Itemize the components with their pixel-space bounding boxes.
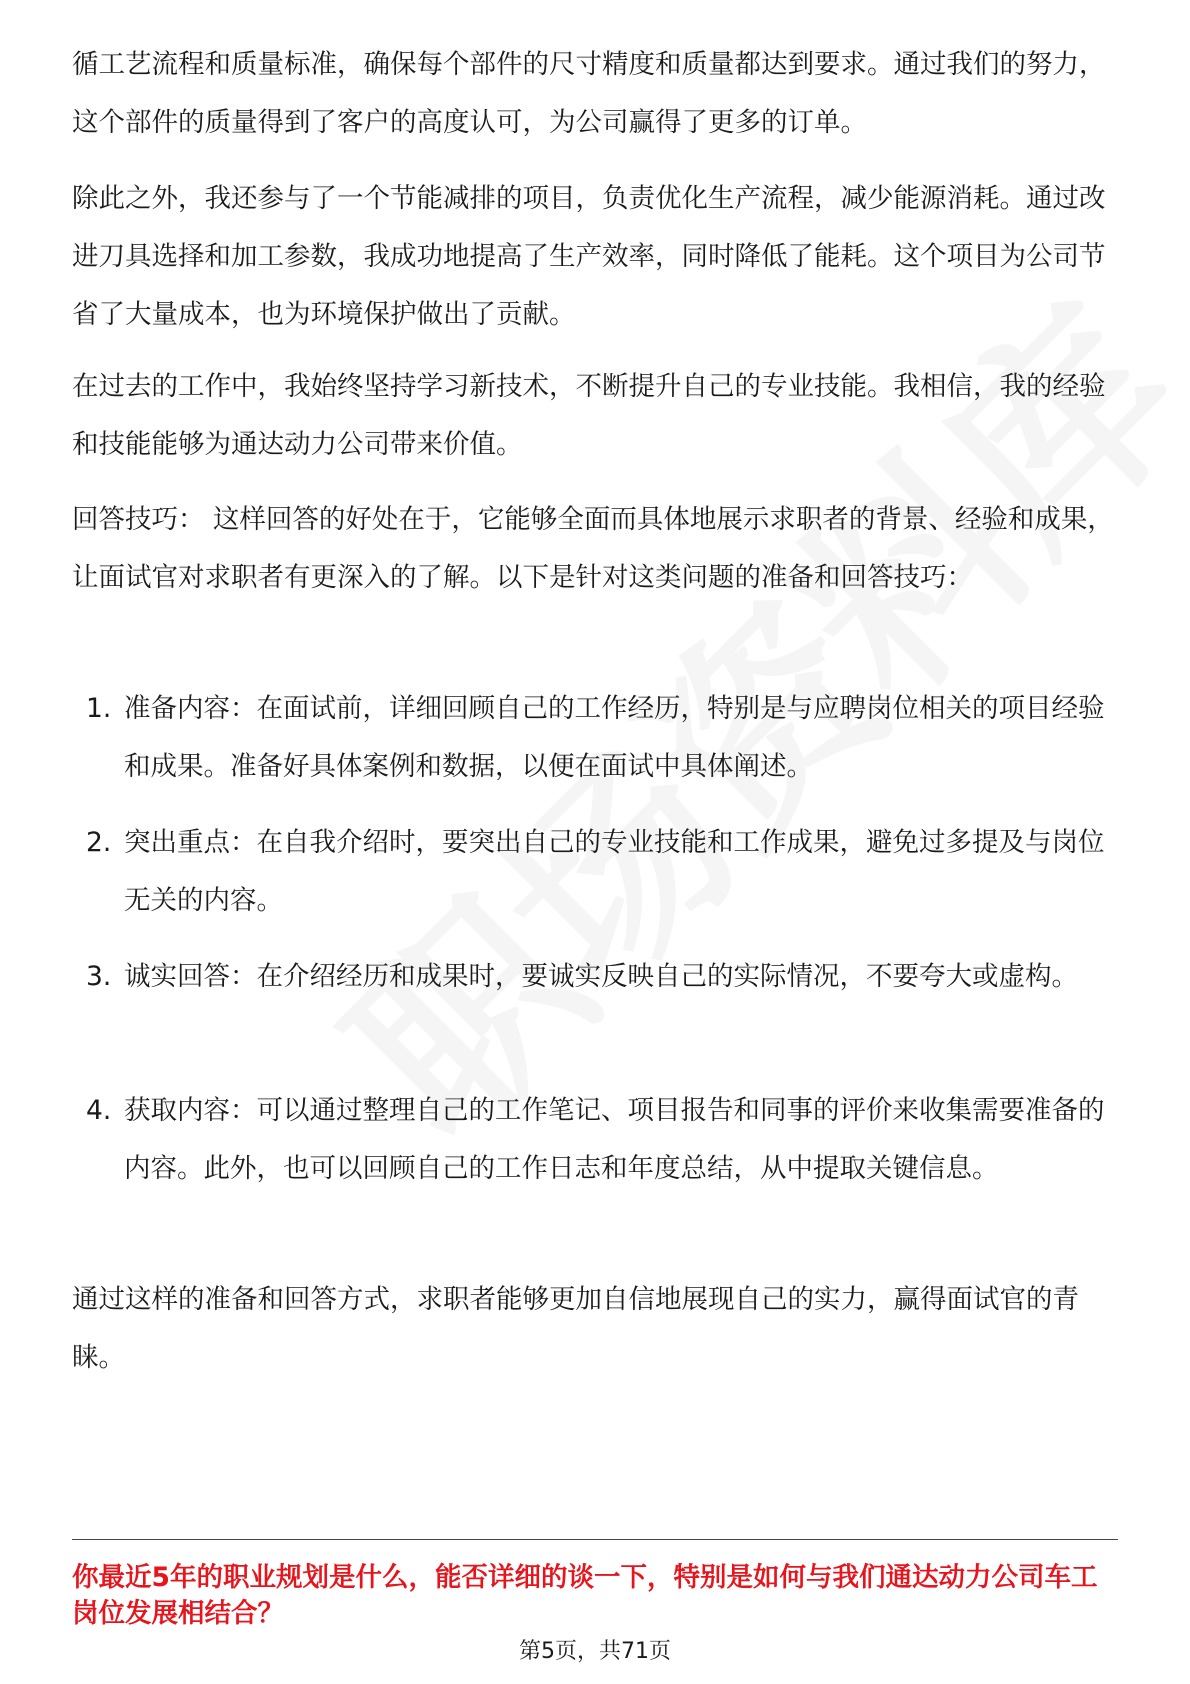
divider: [72, 1539, 1118, 1540]
list-text: 获取内容：可以通过整理自己的工作笔记、项目报告和同事的评价来收集需要准备的内容。此外，也可以回顾自己的工作日志和年度总结，从中提取关键信息。: [124, 1095, 1105, 1184]
paragraph-closing: 通过这样的准备和回答方式，求职者能够更加自信地展现自己的实力，赢得面试官的青睐。: [72, 1284, 1079, 1373]
next-question-heading: 你最近5年的职业规划是什么，能否详细的谈一下，特别是如何与我们通达动力公司车工岗位发展相结合？: [72, 1562, 1098, 1629]
paragraph-answer-tips: 回答技巧： 这样回答的好处在于，它能够全面而具体地展示求职者的背景、经验和成果，让面试官对求职者有更深入的了解。以下是针对这类问题的准备和回答技巧：: [72, 504, 1114, 593]
paragraph-learning: 在过去的工作中，我始终坚持学习新技术，不断提升自己的专业技能。我相信，我的经验和技能能够为通达动力公司带来价值。: [72, 371, 1106, 460]
list-text: 准备内容：在面试前，详细回顾自己的工作经历，特别是与应聘岗位相关的项目经验和成果。准备好具体案例和数据，以便在面试中具体阐述。: [124, 693, 1105, 782]
list-text: 诚实回答：在介绍经历和成果时，要诚实反映自己的实际情况，不要夸大或虚构。: [124, 961, 1078, 992]
list-number: 2.: [86, 827, 112, 858]
list-number: 4.: [86, 1095, 112, 1126]
paragraph-continued: 循工艺流程和质量标准，确保每个部件的尺寸精度和质量都达到要求。通过我们的努力，这个部件的质量得到了客户的高度认可，为公司赢得了更多的订单。: [72, 49, 1106, 138]
paragraph-energy-project: 除此之外，我还参与了一个节能减排的项目，负责优化生产流程，减少能源消耗。通过改进刀具选择和加工参数，我成功地提高了生产效率，同时降低了能耗。这个项目为公司节省了大量成本，也为环境保护做出了贡献。: [72, 183, 1106, 330]
list-number: 1.: [86, 693, 112, 724]
list-text: 突出重点：在自我介绍时，要突出自己的专业技能和工作成果，避免过多提及与岗位无关的内容。: [124, 827, 1105, 916]
page-number: 第5页，共71页: [519, 1639, 671, 1664]
list-number: 3.: [86, 961, 112, 992]
